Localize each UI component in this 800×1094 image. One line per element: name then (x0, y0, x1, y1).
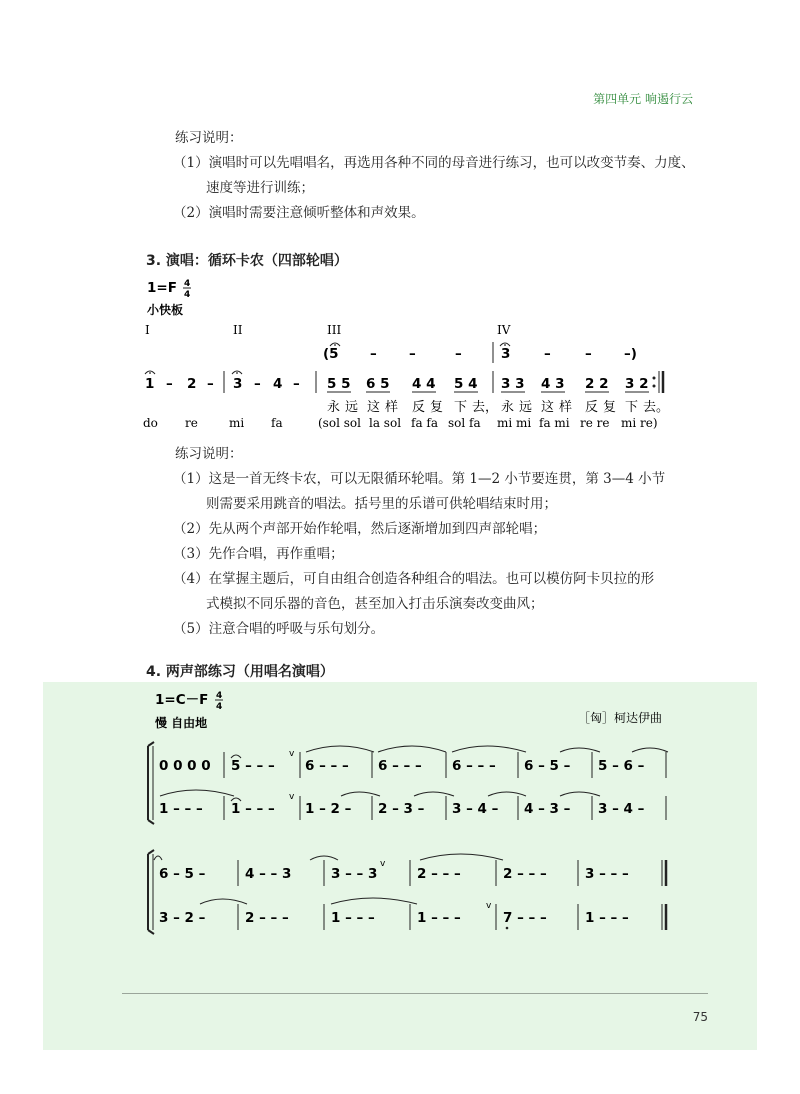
upper-dash: – (585, 346, 592, 362)
lyric: 这 (541, 400, 555, 415)
lyric: 反 (585, 400, 599, 415)
upper-note: (5 (323, 346, 339, 362)
upper-dash: –) (624, 346, 637, 362)
measure: 0 0 0 0 (159, 758, 211, 774)
measure: 1 – – – (417, 910, 461, 926)
lyric: 远 (519, 400, 533, 415)
low-octave-dot (506, 927, 509, 930)
section3-title: 3. 演唱：循环卡农（四部轮唱） (146, 253, 348, 269)
slur (632, 748, 668, 752)
solfege: sol fa (448, 416, 481, 430)
notes2-item-5: （5）注意合唱的呼吸与乐句划分。 (173, 621, 385, 637)
measure: 3 – 2 – (159, 910, 206, 926)
lower-dash: – (166, 376, 173, 392)
lower-eighths: 5 5 (327, 376, 351, 392)
lower-dash: – (207, 376, 214, 392)
notes2-title: 练习说明： (175, 446, 243, 462)
notes2-item-1-cont: 则需要采用跳音的唱法。括号里的乐谱可供轮唱结束时用； (206, 496, 557, 512)
notes1-item-1: （1）演唱时可以先唱唱名，再选用各种不同的母音进行练习，也可以改变节奏、力度、 (173, 155, 695, 171)
slur (310, 856, 338, 860)
duet-time-bottom: 4 (216, 702, 223, 712)
canon-tempo: 小快板 (147, 303, 184, 317)
lower-eighths: 3 2 (625, 376, 649, 392)
lyric: 这 (367, 400, 381, 415)
solfege: re (185, 416, 198, 430)
canon-key: 1=F (147, 280, 177, 296)
slur (420, 854, 503, 860)
duet-key: 1=C－F (155, 692, 209, 708)
notes1-title: 练习说明： (175, 130, 243, 146)
lower-note: 4 (273, 376, 283, 392)
canon-time-top: 4 (184, 279, 191, 289)
notes2-item-2: （2）先从两个声部开始作轮唱，然后逐渐增加到四声部轮唱； (173, 521, 547, 537)
measure: 7 – – – (503, 910, 547, 926)
two-part-score (0, 682, 800, 982)
composer-credit: ［匈］柯达伊曲 (578, 711, 663, 725)
upper-dash: – (370, 346, 377, 362)
measure: 6 – 5 – (524, 758, 571, 774)
lower-note: 1 (145, 376, 155, 392)
breath-mark: v (289, 792, 295, 802)
solfege: fa mi (539, 416, 570, 430)
breath-mark: v (380, 859, 386, 869)
measure: 3 – 4 – (598, 801, 645, 817)
canon-time-bottom: 4 (184, 290, 191, 300)
lower-note: 2 (187, 376, 197, 392)
slur (200, 899, 247, 904)
page-number: 75 (692, 1010, 708, 1024)
breath-mark: v (486, 901, 492, 911)
lower-dash: – (254, 376, 261, 392)
tie (160, 790, 234, 796)
solfege: la sol (369, 416, 402, 430)
measure: 6 – – – (305, 758, 349, 774)
part-iv: IV (497, 323, 511, 337)
part-iii: III (327, 323, 342, 337)
lower-eighths: 5 4 (454, 376, 478, 392)
fermata-mark (334, 344, 336, 346)
slur (378, 746, 446, 752)
measure: 6 – – – (378, 758, 422, 774)
unit-header: 第四单元 响遏行云 (593, 92, 693, 106)
notes1-item-1-cont: 速度等进行训练； (206, 180, 314, 196)
breath-mark: v (289, 749, 295, 759)
lower-note: 3 (233, 376, 243, 392)
lyric: 下 (625, 400, 639, 415)
row2-upper (154, 854, 666, 886)
solfege: re re (580, 416, 610, 430)
solfege: do (143, 416, 158, 430)
tie (331, 898, 417, 904)
lyric: 下 (454, 400, 468, 415)
part-i: I (145, 323, 150, 337)
lower-dash: – (293, 376, 300, 392)
slur (414, 792, 454, 796)
repeat-dot (653, 385, 656, 388)
solfege: mi mi (497, 416, 532, 430)
lower-eighths: 2 2 (585, 376, 609, 392)
lyric: 远 (345, 400, 359, 415)
measure: 2 – – – (417, 866, 461, 882)
slur (452, 746, 526, 752)
lower-eighths: 3 3 (501, 376, 525, 392)
measure: 6 – – – (452, 758, 496, 774)
lyric: 复 (430, 400, 444, 415)
lyric: 去， (472, 400, 499, 415)
slur (560, 792, 600, 796)
canon-score (0, 270, 800, 440)
notes2-item-4: （4）在掌握主题后，可自由组合创造各种组合的唱法。也可以模仿阿卡贝拉的形 (173, 571, 655, 587)
part-ii: II (233, 323, 243, 337)
measure: 6 – 5 – (159, 866, 206, 882)
lower-eighths: 4 3 (541, 376, 565, 392)
notes2-item-4-cont: 式模拟不同乐器的音色，甚至加入打击乐演奏改变曲风； (206, 596, 544, 612)
measure: 1 – 2 – (305, 801, 352, 817)
slur (488, 792, 526, 796)
upper-dash: – (544, 346, 551, 362)
section4-title: 4. 两声部练习（用唱名演唱） (146, 664, 334, 680)
solfege-line (143, 416, 658, 430)
lyric: 样 (559, 400, 573, 415)
measure: 5 – 6 – (598, 758, 645, 774)
solfege: (sol sol (318, 416, 361, 430)
fermata-mark (504, 344, 506, 346)
measure: 1 – – – (231, 801, 275, 817)
upper-dash: – (455, 346, 462, 362)
lyric-line (327, 399, 669, 415)
measure: 1 – – – (159, 801, 203, 817)
measure: 3 – – 3 (331, 866, 378, 882)
measure: 3 – – – (585, 866, 629, 882)
slur (341, 792, 380, 796)
measure: 2 – – – (245, 910, 289, 926)
measure: 2 – – – (503, 866, 547, 882)
solfege: mi re) (621, 416, 658, 430)
row1-lower (159, 790, 666, 820)
slur (154, 856, 162, 860)
solfege: mi (229, 416, 245, 430)
row2-lower (159, 898, 666, 930)
measure: 3 – 4 – (452, 801, 499, 817)
measure: 2 – 3 – (378, 801, 425, 817)
lyric: 永 (327, 400, 341, 415)
notes2-item-3: （3）先作合唱，再作重唱； (173, 546, 344, 562)
upper-note: 3 (501, 346, 511, 362)
upper-dash: – (409, 346, 416, 362)
solfege: fa (271, 416, 283, 430)
row1-upper (159, 746, 668, 778)
measure: 4 – – 3 (245, 866, 292, 882)
lyric: 复 (603, 400, 617, 415)
footer-rule (122, 993, 708, 994)
lyric: 永 (501, 400, 515, 415)
repeat-dot (653, 377, 656, 380)
fermata-mark (149, 372, 151, 374)
measure: 4 – 3 – (524, 801, 571, 817)
fermata-mark (236, 372, 238, 374)
lyric: 去。 (643, 400, 670, 415)
lyric: 样 (385, 400, 399, 415)
lower-eighths: 4 4 (412, 376, 436, 392)
slur (306, 746, 374, 752)
duet-tempo: 慢 自由地 (155, 716, 208, 730)
solfege: fa fa (411, 416, 439, 430)
measure: 5 – – – (231, 758, 275, 774)
duet-time-top: 4 (216, 691, 223, 701)
notes2-item-1: （1）这是一首无终卡农，可以无限循环轮唱。第 1—2 小节要连贯，第 3—4 小节 (173, 471, 666, 487)
lower-eighths: 6 5 (366, 376, 390, 392)
slur (560, 748, 600, 752)
measure: 1 – – – (585, 910, 629, 926)
lyric: 反 (412, 400, 426, 415)
notes1-item-2: （2）演唱时需要注意倾听整体和声效果。 (173, 205, 425, 221)
measure: 1 – – – (331, 910, 375, 926)
